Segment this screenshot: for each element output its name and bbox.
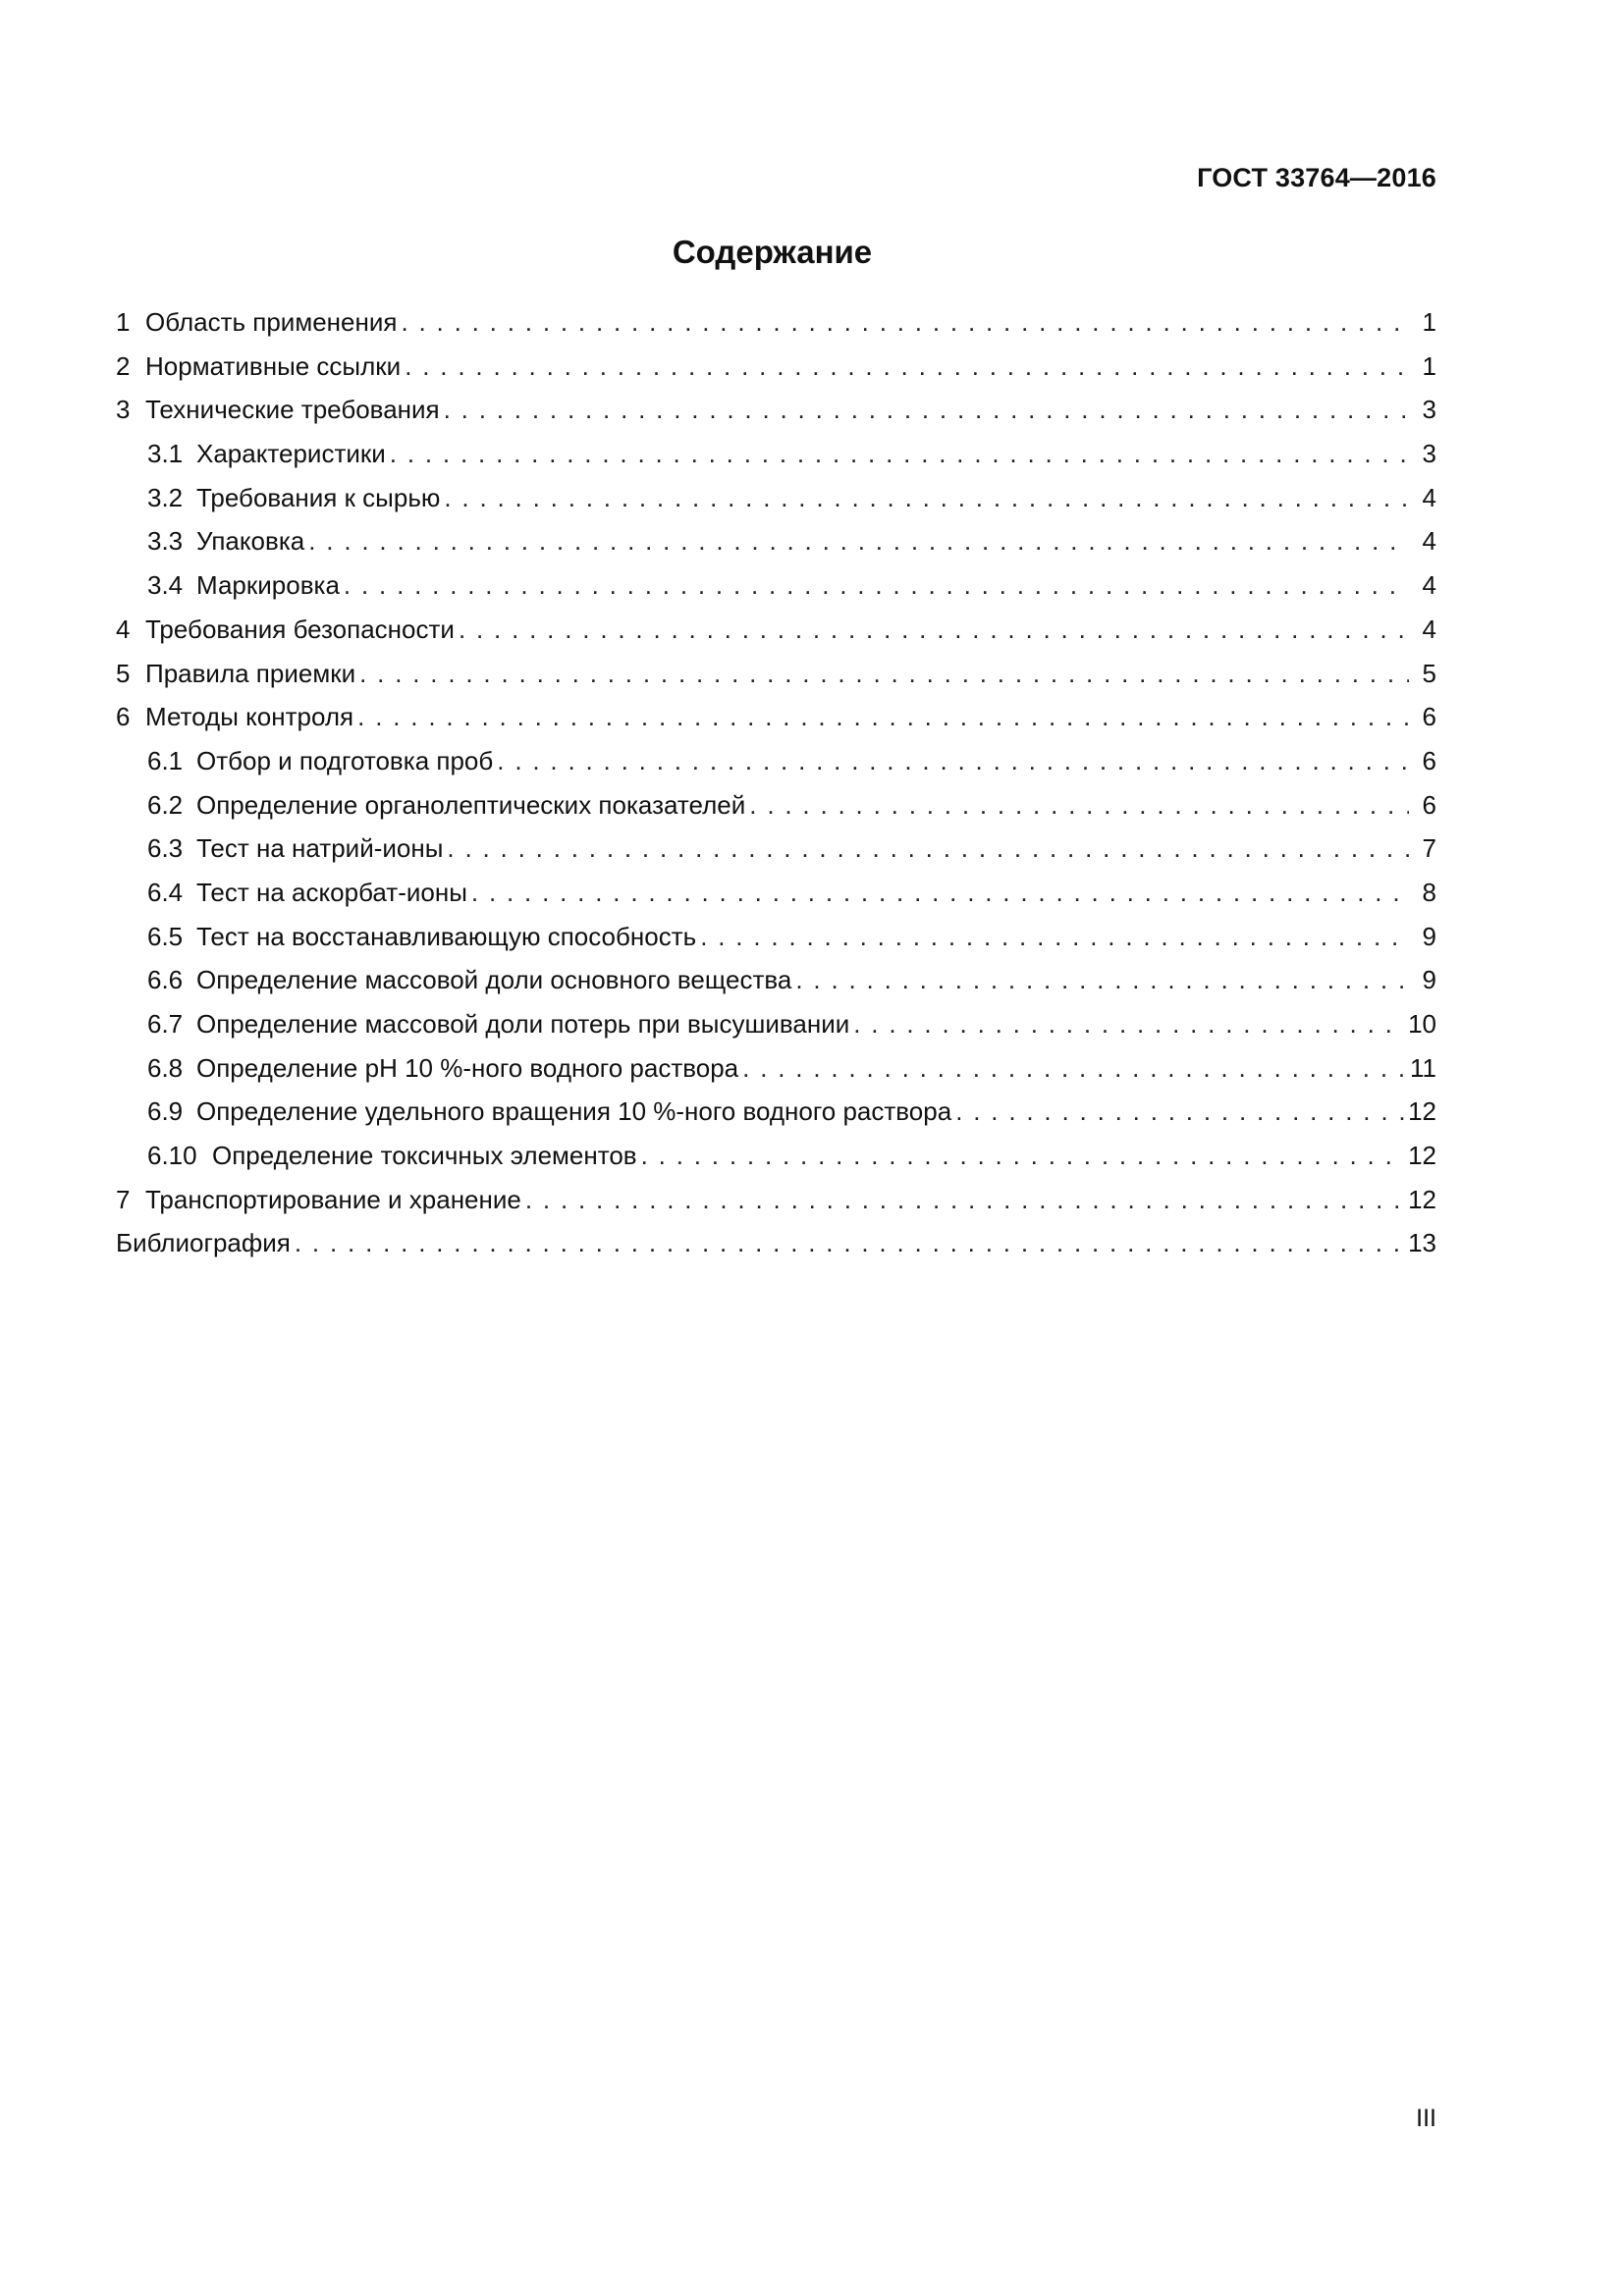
dot-leader bbox=[401, 300, 1409, 345]
toc-entry[interactable] bbox=[116, 652, 1436, 696]
dot-leader bbox=[853, 1002, 1404, 1046]
toc-entry-number: 7 bbox=[116, 1184, 131, 1214]
toc-entry-label: Определение удельного вращения 10 %-ного водного раствора bbox=[196, 1096, 952, 1127]
toc-entry[interactable] bbox=[116, 608, 1436, 652]
dot-leader bbox=[390, 432, 1409, 476]
dot-leader bbox=[295, 1221, 1404, 1265]
toc-entry[interactable] bbox=[116, 783, 1436, 828]
toc-entry[interactable] bbox=[116, 1090, 1436, 1134]
toc-entry-number: 2 bbox=[116, 350, 131, 381]
toc-entry-number: 6 bbox=[116, 702, 131, 732]
toc-entry-page: 6 bbox=[1422, 702, 1436, 732]
toc-entry-page: 3 bbox=[1422, 395, 1436, 425]
toc-entry-label: Отбор и подготовка проб bbox=[196, 745, 494, 775]
toc-entry-page: 3 bbox=[1422, 439, 1436, 469]
toc-entry-label: Тест на натрий-ионы bbox=[196, 833, 444, 864]
toc-entry-page: 7 bbox=[1422, 833, 1436, 864]
dot-leader bbox=[459, 608, 1409, 652]
toc-entry-label: Маркировка bbox=[196, 570, 340, 601]
table-of-contents bbox=[116, 300, 1436, 1265]
dot-leader bbox=[357, 695, 1409, 739]
toc-entry-number: 6.3 bbox=[147, 833, 184, 864]
toc-entry-label: Определение токсичных элементов bbox=[212, 1141, 637, 1171]
dot-leader bbox=[344, 563, 1409, 608]
toc-entry[interactable] bbox=[116, 695, 1436, 739]
toc-entry-number: 6.4 bbox=[147, 877, 184, 907]
toc-entry-page: 6 bbox=[1422, 789, 1436, 820]
toc-entry-label: Тест на аскорбат-ионы bbox=[196, 877, 467, 907]
toc-entry-number: 6.9 bbox=[147, 1096, 184, 1127]
toc-entry-page: 13 bbox=[1408, 1228, 1436, 1258]
toc-entry-number: 1 bbox=[116, 307, 131, 337]
dot-leader bbox=[955, 1090, 1404, 1134]
toc-entry-page: 4 bbox=[1422, 614, 1436, 644]
toc-entry-page: 1 bbox=[1422, 307, 1436, 337]
toc-entry[interactable] bbox=[116, 1002, 1436, 1046]
toc-entry-number: 6.2 bbox=[147, 789, 184, 820]
toc-entry-label: Определение массовой доли основного вещества bbox=[196, 965, 792, 995]
toc-entry-label: Область применения bbox=[145, 307, 398, 337]
dot-leader bbox=[742, 1046, 1406, 1091]
toc-entry-page: 6 bbox=[1422, 745, 1436, 775]
toc-entry[interactable] bbox=[116, 739, 1436, 783]
toc-entry-page: 8 bbox=[1422, 877, 1436, 907]
toc-entry-page: 4 bbox=[1422, 482, 1436, 512]
toc-entry-label: Требования к сырью bbox=[196, 482, 441, 512]
toc-entry[interactable] bbox=[116, 915, 1436, 959]
dot-leader bbox=[359, 652, 1409, 696]
document-code: ГОСТ 33764—2016 bbox=[1197, 163, 1436, 192]
toc-entry-number: 6.10 bbox=[147, 1141, 197, 1171]
toc-entry-number: 5 bbox=[116, 658, 131, 688]
toc-entry[interactable] bbox=[116, 1178, 1436, 1222]
toc-entry[interactable] bbox=[116, 476, 1436, 520]
toc-entry-page: 12 bbox=[1408, 1184, 1436, 1214]
toc-entry-page: 1 bbox=[1422, 350, 1436, 381]
toc-entry-number: 3.4 bbox=[147, 570, 184, 601]
toc-entry-label: Упаковка bbox=[196, 526, 305, 557]
toc-entry-number: 6.8 bbox=[147, 1052, 184, 1083]
toc-entry-page: 4 bbox=[1422, 570, 1436, 601]
toc-entry-page: 9 bbox=[1422, 965, 1436, 995]
toc-entry-number: 6.5 bbox=[147, 921, 184, 951]
page-folio: III bbox=[1416, 2105, 1436, 2132]
dot-leader bbox=[447, 827, 1409, 871]
dot-leader bbox=[471, 871, 1409, 915]
toc-entry-number: 6.6 bbox=[147, 965, 184, 995]
toc-entry-label: Тест на восстанавливающую способность bbox=[196, 921, 697, 951]
toc-entry[interactable] bbox=[116, 958, 1436, 1002]
toc-entry[interactable] bbox=[116, 345, 1436, 389]
toc-entry-page: 5 bbox=[1422, 658, 1436, 688]
toc-entry-number: 3.3 bbox=[147, 526, 184, 557]
toc-entry-page: 9 bbox=[1422, 921, 1436, 951]
toc-entry-page: 12 bbox=[1408, 1096, 1436, 1127]
toc-entry[interactable] bbox=[116, 1046, 1436, 1091]
dot-leader bbox=[795, 958, 1409, 1002]
dot-leader bbox=[641, 1134, 1404, 1178]
toc-entry[interactable] bbox=[116, 1221, 1436, 1265]
toc-entry-page: 10 bbox=[1408, 1009, 1436, 1039]
toc-entry[interactable] bbox=[116, 563, 1436, 608]
toc-entry-label: Определение органолептических показателей bbox=[196, 789, 746, 820]
toc-entry-page: 4 bbox=[1422, 526, 1436, 557]
toc-entry[interactable] bbox=[116, 519, 1436, 563]
dot-leader bbox=[525, 1178, 1404, 1222]
dot-leader bbox=[444, 476, 1409, 520]
toc-entry-label: Характеристики bbox=[196, 439, 386, 469]
dot-leader bbox=[308, 519, 1409, 563]
toc-entry-label: Требования безопасности bbox=[145, 614, 455, 644]
toc-entry-number: 6.7 bbox=[147, 1009, 184, 1039]
toc-entry-number: 4 bbox=[116, 614, 131, 644]
toc-entry-number: 3.1 bbox=[147, 439, 184, 469]
toc-entry-label: Нормативные ссылки bbox=[145, 350, 402, 381]
toc-entry[interactable] bbox=[116, 871, 1436, 915]
toc-entry-label: Библиография bbox=[116, 1228, 291, 1258]
toc-entry[interactable] bbox=[116, 300, 1436, 345]
toc-entry-page: 11 bbox=[1410, 1052, 1436, 1083]
dot-leader bbox=[497, 739, 1409, 783]
toc-entry-number: 6.1 bbox=[147, 745, 184, 775]
toc-entry-label: Определение массовой доли потерь при высушивании bbox=[196, 1009, 850, 1039]
toc-entry-label: Правила приемки bbox=[145, 658, 356, 688]
dot-leader bbox=[749, 783, 1409, 828]
toc-entry[interactable] bbox=[116, 432, 1436, 476]
toc-entry-label: Технические требования bbox=[145, 395, 440, 425]
dot-leader bbox=[444, 388, 1409, 432]
toc-entry[interactable] bbox=[116, 827, 1436, 871]
toc-entry[interactable] bbox=[116, 388, 1436, 432]
dot-leader bbox=[405, 345, 1409, 389]
toc-entry-number: 3.2 bbox=[147, 482, 184, 512]
toc-title: Содержание bbox=[672, 234, 873, 270]
toc-entry-label: Транспортирование и хранение bbox=[145, 1184, 521, 1214]
toc-entry-page: 12 bbox=[1408, 1141, 1436, 1171]
toc-entry[interactable] bbox=[116, 1134, 1436, 1178]
toc-entry-label: Методы контроля bbox=[145, 702, 354, 732]
toc-entry-label: Определение pH 10 %-ного водного раствора bbox=[196, 1052, 739, 1083]
toc-entry-number: 3 bbox=[116, 395, 131, 425]
dot-leader bbox=[700, 915, 1409, 959]
